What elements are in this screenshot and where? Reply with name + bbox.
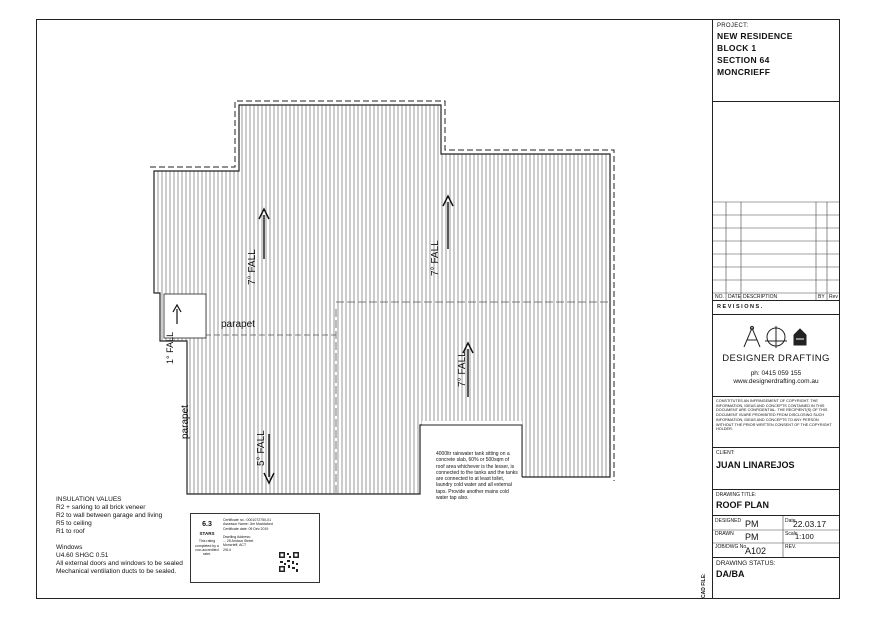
fall-label-3: 7° FALL [457,351,468,387]
insulation-line: R2 + sarking to all brick veneer [56,504,146,511]
project-line: NEW RESIDENCE [717,31,793,41]
rev-label: REV. [785,544,797,550]
stars-label: STARS [199,531,215,536]
drawn-value: PM [745,532,759,542]
revisions-title: R E V I S I O N S . [712,301,840,315]
insulation-line: R5 to ceiling [56,520,92,527]
project-label: PROJECT: [717,23,749,29]
date-label: Date [785,518,796,524]
windows-line: Mechanical ventilation ducts to be sealed. [56,568,177,575]
company-box [712,315,840,397]
client-box [712,448,840,490]
scale-label: Scale [785,531,798,537]
company-website: www.designerdrafting.com.au [733,378,819,385]
client-label: CLIENT: [716,450,735,456]
insulation-line: R1 to roof [56,528,85,535]
insulation-line: R2 to wall between garage and living [56,512,163,519]
designed-value: PM [745,519,759,529]
cert-address-line: Moncrieff, ACT [223,543,247,548]
qr-code [278,551,300,573]
rev-col-description: DESCRIPTION [743,294,778,300]
drawing-status-value: DA/BA [716,569,745,579]
cert-address-line: ... 25 Amicus Street [223,539,254,544]
windows-title: Windows [56,544,83,551]
energy-rating-certificate [190,513,320,583]
jobdwg-value: A102 [745,546,767,556]
project-line: SECTION 64 [717,55,770,65]
insulation-title: INSULATION VALUES [56,496,122,503]
project-line: BLOCK 1 [717,43,757,53]
fall-label-1: 7° FALL [247,249,258,285]
cert-number: Certificate no.: 0001072750-01 [223,518,272,522]
rev-col-rev: Rev [829,294,838,300]
parapet-label-top: parapet [221,319,255,330]
jobdwg-label: JOB/DWG No. [715,544,748,550]
company-phone: ph: 0415 059 155 [750,370,802,377]
rainwater-tank-note: 4000ltr rainwater tank sitting on a concrete slab, 60% or 500sqm of roof area whichever is the lesser, is connected to the tanks and the tanks are connected to at least toilet, laundry cold water and all external taps. Provide another mains cold water tap also. [436,451,518,502]
drawing-title-box [712,490,840,516]
fall-label-2: 7° FALL [430,240,441,276]
fall-label-5: 1° FALL [165,331,175,364]
drawing-title-value: ROOF PLAN [716,500,769,510]
roof-sheeting [154,105,610,494]
cad-file-label: CAD FILE: [701,573,707,598]
stars-value: 6.3 [202,521,212,528]
drawing-status-box [712,558,840,599]
company-name: DESIGNER DRAFTING [722,353,830,364]
cert-date: Certificate date: 09 Dec 2019 [223,526,269,531]
fall-label-4: 5° FALL [256,430,267,466]
project-line: MONCRIEFF [717,67,771,77]
parapet-box [164,294,206,338]
rev-col-no: NO. [715,294,724,300]
drawn-label: DRAWN [715,531,734,537]
insulation-notes [56,496,183,576]
cert-address-label: Dwelling Address: [223,534,251,539]
revision-grid [713,102,839,300]
rev-col-by: BY [818,294,825,300]
date-value: 22.03.17 [793,519,827,529]
designer-drafting-logo-icon [738,325,814,349]
rev-col-date: DATE [728,294,741,300]
client-name: JUAN LINAREJOS [716,460,795,470]
title-block [712,19,840,599]
drawing-status-label: DRAWING STATUS: [716,560,776,567]
drawing-title-label: DRAWING TITLE: [716,492,757,498]
copyright-notice: CONSTITUTES AN INFRINGEMENT OF COPYRIGHT. THE INFORMATION, IDEAS AND CONCEPTS CONTAINED IN THIS DOCUMENT ARE CONFIDENTIAL. THE RECIPIENT(S) OF THIS DOCUMENT IS/ARE PROHIBITED FROM DISCLOSING SUCH INFORMATION, IDEAS AND CONCEPTS TO ANY PERSON WITHOUT THE PRIOR WRITTEN CONSENT OF THE COPYRIGHT HOLDER. [712,397,840,448]
project-box [712,19,840,102]
scale-value: 1:100 [795,532,814,541]
designed-label: DESIGNED [715,518,742,524]
details-grid [712,516,840,558]
rating-text: This rating completed by a non-accredited rater. [195,539,219,557]
cert-assessor: Assessor Name: Jim Maddaford [223,522,273,527]
windows-line: U4.60 SHGC 0.51 [56,552,109,559]
cert-address-line: 2914 [223,547,231,552]
revision-table [712,102,840,301]
roof-outline [150,101,614,497]
parapet-label-side: parapet [180,405,191,439]
windows-line: All external doors and windows to be sealed [56,560,183,567]
